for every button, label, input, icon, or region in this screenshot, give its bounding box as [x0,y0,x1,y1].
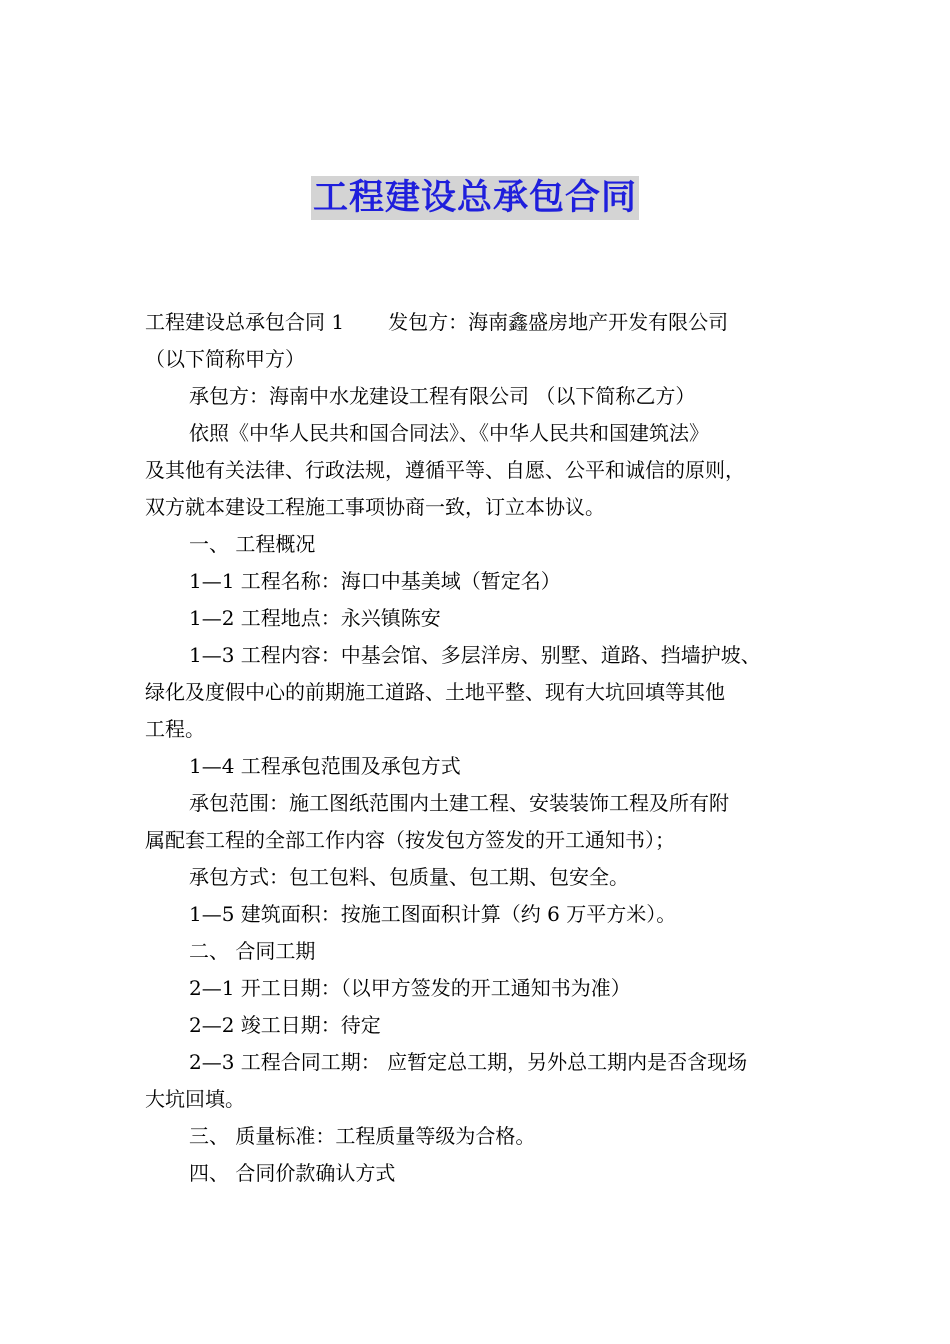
paragraph-line: 工程。 [145,717,205,741]
paragraph-line: 三、 质量标准：工程质量等级为合格。 [189,1124,536,1148]
paragraph-line: 承包范围：施工图纸范围内土建工程、安装装饰工程及所有附 [189,791,729,815]
paragraph-line: 属配套工程的全部工作内容（按发包方签发的开工通知书）； [145,828,675,852]
intro-line [145,304,810,341]
paragraph-line: 2—1 开工日期：（以甲方签发的开工通知书为准） [189,976,631,1000]
paragraph-line: 依照《中华人民共和国合同法》、《中华人民共和国建筑法》 [189,421,709,445]
paragraph-line: 大坑回填。 [145,1087,245,1111]
paragraph-line: 1—1 工程名称：海口中基美域（暂定名） [189,569,561,593]
paragraph-line: 1—3 工程内容：中基会馆、多层洋房、别墅、道路、挡墙护坡、 [189,643,761,667]
paragraph-line: 承包方式：包工包料、包质量、包工期、包安全。 [189,865,629,889]
paragraph-line: 2—3 工程合同工期： 应暂定总工期，另外总工期内是否含现场 [189,1050,748,1074]
paragraph-line: 二、 合同工期 [189,939,316,963]
paragraph-line: 四、 合同价款确认方式 [189,1161,396,1185]
title-container [0,176,950,220]
client-abbrev: （以下简称甲方） [145,347,305,371]
paragraph-line: 双方就本建设工程施工事项协商一致，订立本协议。 [145,495,605,519]
paragraph-line: 一、 工程概况 [189,532,316,556]
document-title: 工程建设总承包合同 [312,178,637,218]
paragraph-line: 及其他有关法律、行政法规，遵循平等、自愿、公平和诚信的原则， [145,458,745,482]
paragraph-line: 2—2 竣工日期：待定 [189,1013,381,1037]
paragraph-line: 1—2 工程地点：永兴镇陈安 [189,606,441,630]
paragraph-line: 承包方：海南中水龙建设工程有限公司 （以下简称乙方） [189,384,696,408]
paragraph-line: 绿化及度假中心的前期施工道路、土地平整、现有大坑回填等其他 [145,680,725,704]
contract-heading: 工程建设总承包合同 1 [145,310,345,334]
paragraph-line: 1—4 工程承包范围及承包方式 [189,754,461,778]
document-body [145,304,810,1192]
client-line: 发包方：海南鑫盛房地产开发有限公司 [388,310,729,334]
paragraph-line: 1—5 建筑面积：按施工图面积计算（约 6 万平方米）。 [189,902,677,926]
